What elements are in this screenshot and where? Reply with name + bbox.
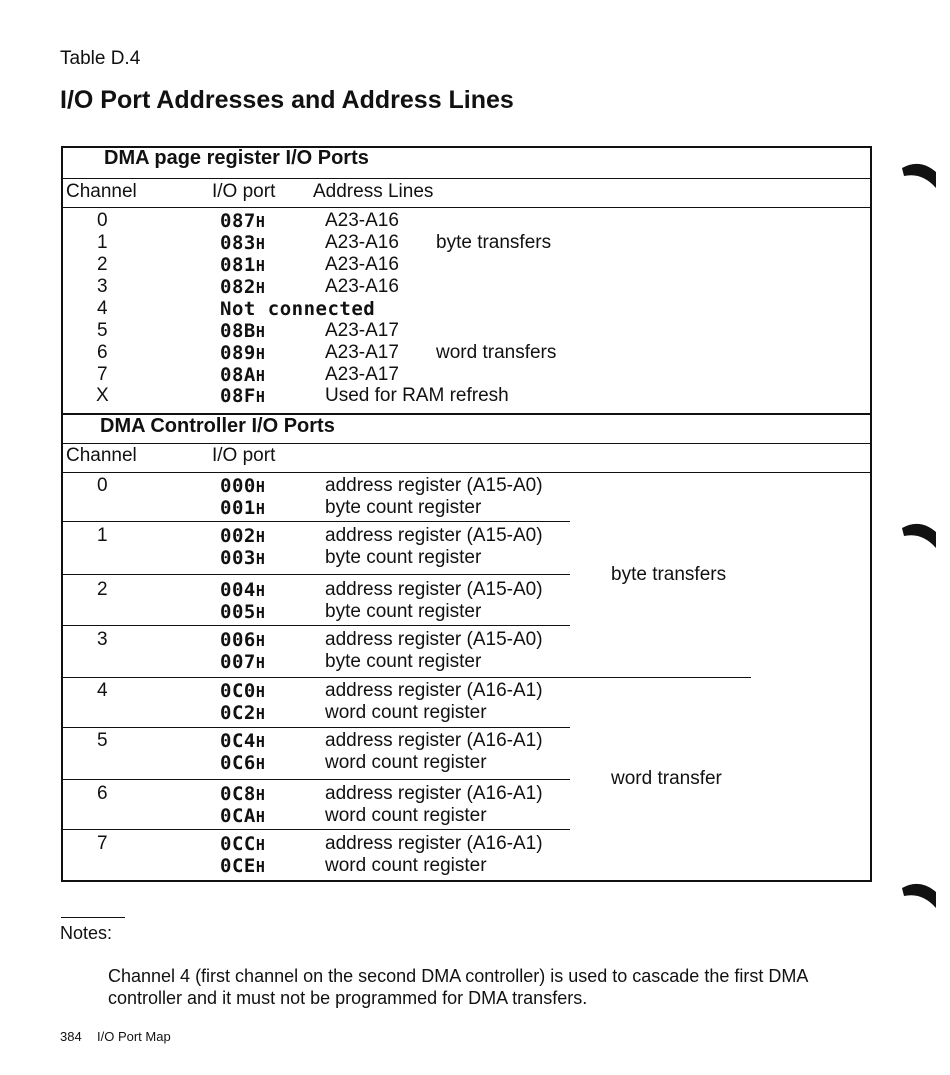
port-cell: 082H	[220, 276, 266, 298]
port-cell: 089H	[220, 342, 266, 364]
port-cell: 081H	[220, 254, 266, 276]
port-cell: 002H	[220, 525, 266, 547]
port-cell: 0C6H	[220, 752, 266, 774]
page-edge-mark-icon	[900, 518, 940, 550]
port-cell: 0CAH	[220, 805, 266, 827]
register-desc: address register (A15-A0)	[325, 525, 543, 546]
port-cell: 007H	[220, 651, 266, 673]
port-cell: 08BH	[220, 320, 266, 342]
register-desc: address register (A15-A0)	[325, 629, 543, 650]
port-cell: 004H	[220, 579, 266, 601]
register-desc: address register (A16-A1)	[325, 730, 543, 751]
address-lines-cell: A23-A17	[325, 342, 399, 363]
divider	[62, 574, 570, 575]
channel-cell: 3	[97, 276, 108, 297]
port-cell: 0CEH	[220, 855, 266, 877]
register-desc: byte count register	[325, 547, 482, 568]
column-header-channel: Channel	[66, 181, 137, 202]
divider	[62, 677, 751, 678]
port-cell: 08FH	[220, 385, 266, 407]
address-lines-cell: A23-A16	[325, 210, 399, 231]
page-edge-mark-icon	[900, 158, 940, 190]
channel-cell: 7	[97, 364, 108, 385]
port-cell: 006H	[220, 629, 266, 651]
controller-heading: DMA Controller I/O Ports	[100, 415, 335, 437]
channel-cell: X	[96, 385, 109, 406]
column-header-address-lines: Address Lines	[313, 181, 434, 202]
note-text: controller and it must not be programmed for DMA transfers.	[108, 988, 588, 1008]
address-lines-cell: A23-A16	[325, 232, 399, 253]
divider	[62, 829, 570, 830]
channel-cell: 5	[97, 320, 108, 341]
address-lines-cell: A23-A17	[325, 364, 399, 385]
table-label: Table D.4	[60, 48, 141, 69]
port-cell: 08AH	[220, 364, 266, 386]
byte-transfers-note: byte transfers	[611, 564, 727, 585]
channel-cell: 4	[97, 680, 108, 701]
port-cell: 0C0H	[220, 680, 266, 702]
address-lines-cell: A23-A17	[325, 320, 399, 341]
divider	[62, 779, 570, 780]
port-cell: 005H	[220, 601, 266, 623]
channel-cell: 2	[97, 254, 108, 275]
word-transfers-note: word transfers	[436, 342, 557, 363]
port-cell: 0CCH	[220, 833, 266, 855]
register-desc: address register (A15-A0)	[325, 579, 543, 600]
channel-cell: 2	[97, 579, 108, 600]
page-register-heading: DMA page register I/O Ports	[104, 147, 369, 169]
port-cell: 003H	[220, 547, 266, 569]
register-desc: address register (A16-A1)	[325, 833, 543, 854]
register-desc: byte count register	[325, 497, 482, 518]
port-cell: 087H	[220, 210, 266, 232]
channel-cell: 6	[97, 342, 108, 363]
channel-cell: 3	[97, 629, 108, 650]
register-desc: address register (A16-A1)	[325, 783, 543, 804]
port-cell: 001H	[220, 497, 266, 519]
notes-rule	[61, 917, 125, 918]
page-number: 384	[60, 1029, 82, 1044]
page-edge-mark-icon	[900, 878, 940, 910]
port-cell: 0C8H	[220, 783, 266, 805]
byte-transfers-note: byte transfers	[436, 232, 552, 253]
channel-cell: 1	[97, 232, 108, 253]
register-desc: address register (A15-A0)	[325, 475, 543, 496]
register-desc: word count register	[325, 752, 487, 773]
channel-cell: 1	[97, 525, 108, 546]
register-desc: byte count register	[325, 651, 482, 672]
port-cell: 083H	[220, 232, 266, 254]
address-lines-cell: A23-A16	[325, 276, 399, 297]
notes-label: Notes:	[60, 923, 113, 943]
register-desc: byte count register	[325, 601, 482, 622]
divider	[62, 472, 871, 473]
channel-cell: 7	[97, 833, 108, 854]
running-title: I/O Port Map	[97, 1029, 171, 1044]
channel-cell: 0	[97, 475, 108, 496]
word-transfer-note: word transfer	[611, 768, 722, 789]
register-desc: address register (A16-A1)	[325, 680, 543, 701]
register-desc: word count register	[325, 805, 487, 826]
divider	[62, 521, 570, 522]
channel-cell: 4	[97, 298, 108, 319]
divider	[62, 443, 871, 444]
port-cell: Not connected	[220, 298, 376, 320]
divider	[62, 178, 871, 179]
column-header-channel: Channel	[66, 445, 137, 466]
register-desc: word count register	[325, 702, 487, 723]
channel-cell: 6	[97, 783, 108, 804]
port-cell: 0C2H	[220, 702, 266, 724]
register-desc: word count register	[325, 855, 487, 876]
divider	[62, 727, 570, 728]
note-text: Channel 4 (first channel on the second DMA controller) is used to cascade the first DMA	[108, 966, 809, 986]
channel-cell: 5	[97, 730, 108, 751]
port-cell: 0C4H	[220, 730, 266, 752]
divider	[62, 207, 871, 208]
address-lines-cell: Used for RAM refresh	[325, 385, 509, 406]
address-lines-cell: A23-A16	[325, 254, 399, 275]
page-title: I/O Port Addresses and Address Lines	[60, 86, 514, 114]
column-header-io-port: I/O port	[212, 181, 276, 202]
channel-cell: 0	[97, 210, 108, 231]
column-header-io-port: I/O port	[212, 445, 276, 466]
port-cell: 000H	[220, 475, 266, 497]
divider	[62, 625, 570, 626]
